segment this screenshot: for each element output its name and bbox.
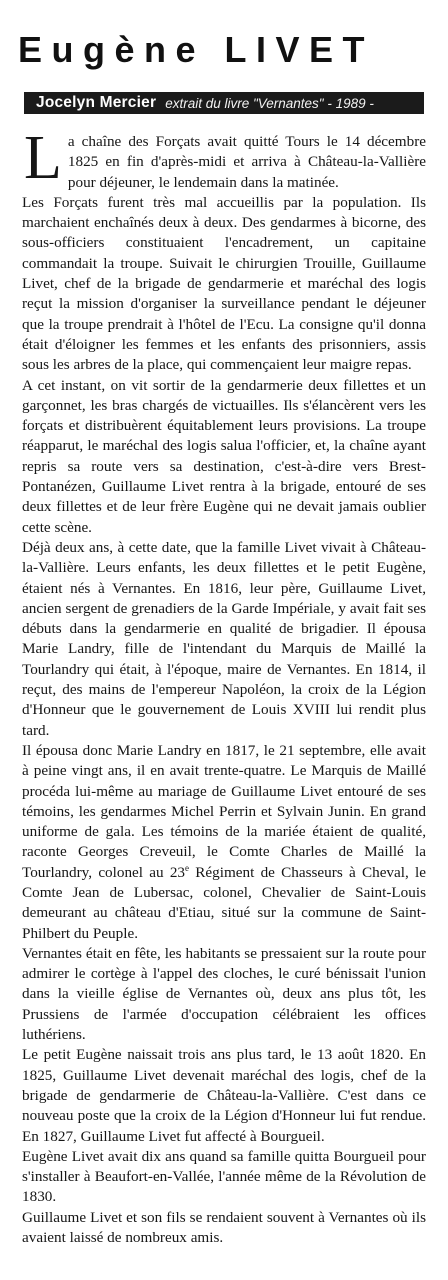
paragraph <box>22 741 426 944</box>
article-title: Eugène LIVET <box>18 29 375 70</box>
article-body <box>22 124 426 1248</box>
paragraph: Le petit Eugène naissait trois ans plus tard, le 13 août 1820. En 1825, Guillaume Livet devenait maréchal des logis, chef de la brigade de gendarmerie de Château-la-Vallière. C'est dans ce nouveau poste que la croix de la Légion d'Honneur lui fut rendue. En 1827, Guillaume Livet fut affecté à Bourgueil. <box>22 1046 426 1145</box>
ordinal-superscript: e <box>185 862 190 873</box>
paragraph-text: Régiment de Chasseurs à Cheval, le Comte Jean de Lubersac, colonel, Chevalier de Saint-Louis demeurant au château d'Etiau, situé sur la commune de Saint-Philbert du Peuple. <box>22 863 426 942</box>
paragraph-text: Il épousa donc Marie Landry en 1817, le 21 septembre, elle avait à peine vingt ans, il en avait trente-quatre. Le Marquis de Maillé procéda lui-même au mariage de Guillaume Livet entouré de ses témoins, les gendarmes Michel Perrin et Sylvain Junin. En grand uniforme de gala. Les témoins de la mariée étaient de qualité, raconte Georges Creveuil, le Comte Charles de Maillé la Tourlandry, colonel au 23 <box>22 741 426 881</box>
drop-cap: L <box>24 124 62 192</box>
source-note: extrait du livre "Vernantes" - 1989 - <box>165 95 374 111</box>
paragraph: A cet instant, on vit sortir de la gendarmerie deux fillettes et un garçonnet, les bras chargés de victuailles. Ils s'élancèrent vers les forçats et distribuèrent équitablement leurs provisions. La troupe réapparut, le maréchal des logis salua l'officier, et, la chaîne ayant repris sa route vers sa destination, c'est-à-dire vers Brest-Pontanézen, Guillaume Livet rentra à la brigade, entouré de ses deux fillettes et de leur frère Eugène qui ne devait jamais oublier cette scène. <box>22 376 426 536</box>
byline-banner <box>24 92 424 114</box>
paragraph: Déjà deux ans, à cette date, que la famille Livet vivait à Château-la-Vallière. Leurs enfants, les deux fillettes et le petit Eugène, étaient nés à Vernantes. En 1816, leur père, Guillaume Livet, ancien sergent de grenadiers de la Garde Impériale, y avait fait ses débuts dans la gendarmerie en qualité de brigadier. Il épousa Marie Landry, fille de l'intendant du Marquis de Maillé la Tourlandry qui était, à l'époque, maire de Vernantes. En 1814, il reçut, des mains de l'empereur Napoléon, la croix de la Légion d'Honneur que le gouvernement de Louis XVIII lui rendit plus tard. <box>22 538 426 739</box>
paragraph <box>22 124 426 193</box>
paragraph: Vernantes était en fête, les habitants se pressaient sur la route pour admirer le cortège à l'appel des cloches, le curé bénissait l'union dans la vieille église de Vernantes où, deux ans plus tôt, les Prussiens de l'armée d'occupation célébraient les offices luthériens. <box>22 944 426 1044</box>
paragraph: Guillaume Livet et son fils se rendaient souvent à Vernantes où ils avaient laissé de nombreux amis. <box>22 1208 426 1247</box>
author-name: Jocelyn Mercier <box>36 94 157 111</box>
paragraph: Les Forçats furent très mal accueillis par la population. Ils marchaient enchaînés deux à deux. Des gendarmes à bicorne, des sous-officiers constituaient l'encadrement, un capitaine commandait la troupe. Suivait le chirurgien Trouille, Guillaume Livet, chef de la brigade de gendarmerie et maréchal des logis reçut la mission d'organiser la surveillance pendant le déjeuner que la troupe prendrait à l'hôtel de l'Ecu. La consigne qu'il donna était d'éloigner les femmes et les enfants des prisonniers, assis sous les arbres de la place, qui commençaient leur maigre repas. <box>22 193 426 374</box>
paragraph-text: a chaîne des Forçats avait quitté Tours le 14 décembre 1825 en fin d'après-midi et arriva à Château-la-Vallière pour déjeuner, le lendemain dans la matinée. <box>67 133 426 191</box>
paragraph: Eugène Livet avait dix ans quand sa famille quitta Bourgueil pour s'installer à Beaufort-en-Vallée, l'année même de la Révolution de 1830. <box>22 1147 426 1206</box>
